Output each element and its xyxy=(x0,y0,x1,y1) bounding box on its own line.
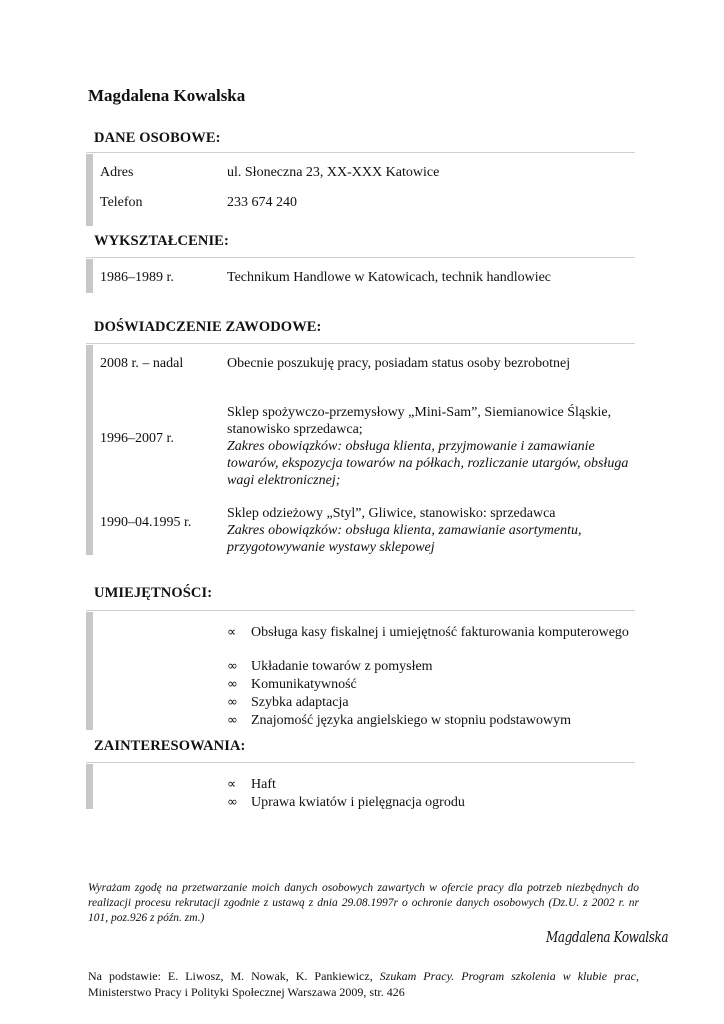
bullet-icon: ∞ xyxy=(227,677,238,692)
personal-label-phone: Telefon xyxy=(100,195,143,210)
skill-text: Układanie towarów z pomysłem xyxy=(251,659,433,674)
skill-item xyxy=(227,624,637,641)
personal-value-address: ul. Słoneczna 23, XX-XXX Katowice xyxy=(227,165,440,180)
experience-value-3 xyxy=(227,505,637,556)
signature: Magdalena Kowalska xyxy=(546,928,669,946)
source-footnote xyxy=(88,968,639,1000)
education-label: 1986–1989 r. xyxy=(100,270,174,285)
personal-value-phone: 233 674 240 xyxy=(227,195,297,210)
experience-employer-3: Sklep odzieżowy „Styl”, Gliwice, stanowisko: sprzedawca xyxy=(227,506,556,521)
cv-owner-name: Magdalena Kowalska xyxy=(88,86,246,105)
divider xyxy=(86,610,635,611)
experience-employer-2: Sklep spożywczo-przemysłowy „Mini-Sam”, Siemianowice Śląskie, stanowisko sprzedawca; xyxy=(227,405,612,437)
skill-text: Obsługa kasy fiskalnej i umiejętność fakturowania komputerowego xyxy=(251,625,629,640)
skill-item xyxy=(227,694,637,711)
footnote-suffix: , Ministerstwo Pracy i Polityki Społecznej Warszawa 2009, str. 426 xyxy=(88,969,639,999)
divider xyxy=(86,343,635,344)
skill-item xyxy=(227,712,637,729)
section-title-skills: UMIEJĘTNOŚCI: xyxy=(94,585,213,601)
experience-value-2 xyxy=(227,404,637,489)
skill-text: Szybka adaptacja xyxy=(251,695,349,710)
bullet-icon: ∞ xyxy=(227,713,238,728)
section-bar xyxy=(86,764,93,809)
consent-clause: Wyrażam zgodę na przetwarzanie moich danych osobowych zawartych w ofercie pracy dla potrzeb niezbędnych do realizacji procesu rekrutacji zgodnie z ustawą z dnia 29.08.1997r o ochronie danych osobowych (Dz.U. z 2002 r. nr 101, poz.926 z późn. zm.) xyxy=(88,882,639,924)
interest-item xyxy=(227,794,637,811)
personal-label-address: Adres xyxy=(100,165,134,180)
education-value: Technikum Handlowe w Katowicach, technik handlowiec xyxy=(227,270,552,285)
bullet-icon: ∝ xyxy=(227,625,237,640)
bullet-icon: ∞ xyxy=(227,695,238,710)
section-title-interests: ZAINTERESOWANIA: xyxy=(94,738,246,754)
section-title-experience: DOŚWIADCZENIE ZAWODOWE: xyxy=(94,319,322,335)
interest-item xyxy=(227,776,637,793)
footnote-title: Szukam Pracy. Program szkolenia w klubie prac xyxy=(379,969,636,983)
section-title-education: WYKSZTAŁCENIE: xyxy=(94,233,229,249)
section-bar xyxy=(86,345,93,555)
skill-text: Komunikatywność xyxy=(251,677,357,692)
divider xyxy=(86,762,635,763)
experience-value-1: Obecnie poszukuję pracy, posiadam status osoby bezrobotnej xyxy=(227,356,571,371)
section-bar xyxy=(86,259,93,293)
bullet-icon: ∞ xyxy=(227,659,238,674)
footnote-prefix: Na podstawie: E. Liwosz, M. Nowak, K. Pankiewicz, xyxy=(88,969,380,983)
section-bar xyxy=(86,154,93,226)
interest-text: Uprawa kwiatów i pielęgnacja ogrodu xyxy=(251,795,465,810)
experience-label-3: 1990–04.1995 r. xyxy=(100,515,192,530)
skill-text: Znajomość języka angielskiego w stopniu podstawowym xyxy=(251,713,571,728)
divider xyxy=(86,152,635,153)
bullet-icon: ∞ xyxy=(227,795,238,810)
experience-duties-2: Zakres obowiązków: obsługa klienta, przyjmowanie i zamawianie towarów, ekspozycja towarów na półkach, rozliczanie utargów, obsługa wagi elektronicznej; xyxy=(227,439,629,488)
divider xyxy=(86,257,635,258)
skill-item xyxy=(227,658,637,675)
skill-item xyxy=(227,676,637,693)
section-title-personal: DANE OSOBOWE: xyxy=(94,130,221,146)
bullet-icon: ∝ xyxy=(227,777,237,792)
experience-label-1: 2008 r. – nadal xyxy=(100,356,184,371)
interest-text: Haft xyxy=(251,777,276,792)
section-bar xyxy=(86,612,93,730)
experience-duties-3: Zakres obowiązków: obsługa klienta, zamawianie asortymentu, przygotowywanie wystawy sklepowej xyxy=(227,523,582,555)
experience-label-2: 1996–2007 r. xyxy=(100,431,174,446)
